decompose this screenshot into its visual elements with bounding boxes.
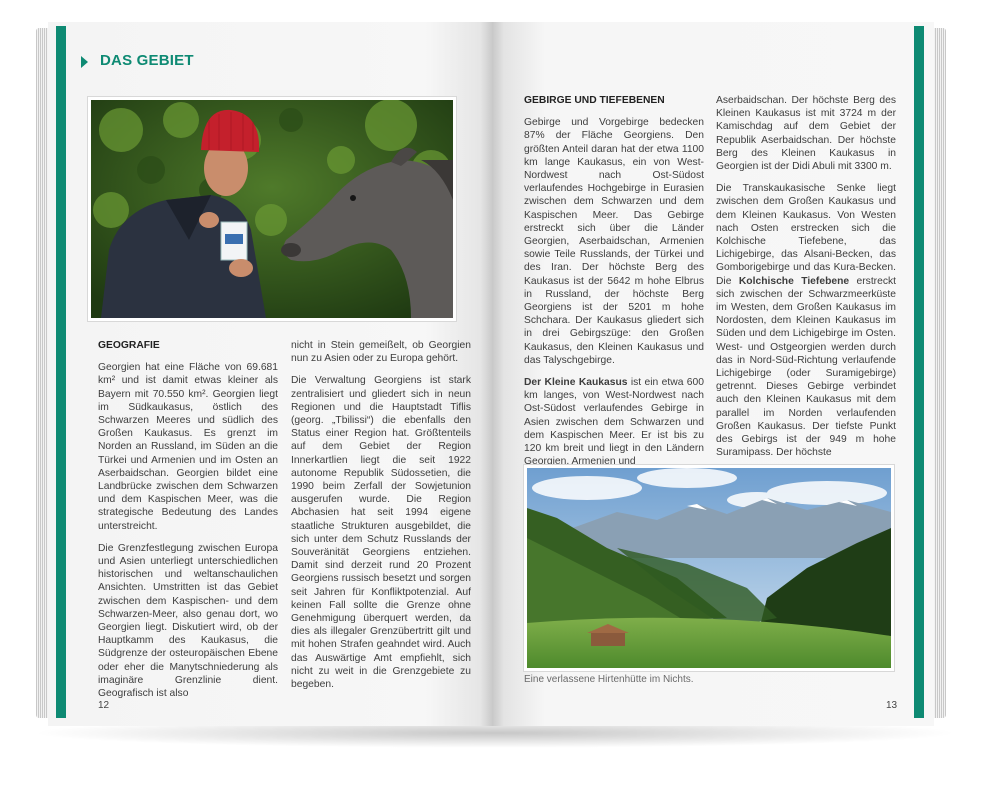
right-page [492, 22, 934, 726]
book-spine [480, 22, 504, 726]
paragraph: Aserbaidschan. Der höchste Berg des Kleinen Kaukasus ist mit 3724 m der Kamischdag auf dem Gebiet der Republik Aserbaidschan. Der höchste Berg des Kleinen Kaukasus in Georgien ist der Didi Abuli mit 3300 m. [716, 95, 896, 173]
left-page-column-1 [98, 339, 278, 709]
accent-bar-right [914, 26, 924, 718]
paragraph: Der Kleine Kaukasus ist ein etwa 600 km langes, von West-Nordwest nach Ost-Südost verlaufendes Gebirge in Asien zwischen dem Schwarzen und dem Kaspischen Meer. Er ist bis zu 120 km breit und liegt in den Ländern Georgien, Armenien und [524, 377, 704, 468]
photo-mountain-landscape [524, 465, 894, 671]
right-page-column-2 [716, 94, 896, 468]
left-page [48, 22, 492, 726]
accent-bar-left [56, 26, 66, 718]
page-edges-right [932, 28, 946, 718]
section-heading-geografie: GEOGRAFIE [98, 340, 160, 351]
open-book [36, 22, 946, 727]
page-number-right: 13 [886, 700, 898, 711]
section-heading-gebirge: GEBIRGE UND TIEFEBENEN [524, 95, 665, 106]
chapter-marker-icon [81, 56, 88, 68]
paragraph: nicht in Stein gemeißelt, ob Georgien nun zu Asien oder zu Europa gehört. [291, 340, 471, 365]
chapter-title: DAS GEBIET [100, 52, 194, 69]
paragraph: Die Grenzfestlegung zwischen Europa und Asien unterliegt unterschiedlichen historischen und weltanschaulichen Ansichten. Umstritten ist das Gebiet zwischen dem Kaspischen- und dem Schwarzen-Meer, also genau dort, wo Georgien liegt. Diskutiert wird, ob der Hauptkamm des Kaukasus, die Südgrenze der osteuropäischen Ebene oder eher die Manytschniederung als imaginäre Grenzlinie dient. Geografisch ist also [98, 542, 278, 700]
paragraph: Die Transkaukasische Senke liegt zwischen dem Großen Kaukasus und dem Kleinen Kaukasus. Von Westen nach Osten erstrecken sich die Kolchische Tiefebene, das Lichigebirge, das Alsani-Becken, das Gomborigebirge und das Kura-Becken. Die Kolchische Tiefebene erstreckt sich zwischen der Schwarzmeerküste im Westen, dem Großen Kaukasus im Nordosten, dem Kleinen Kaukasus im Süden und dem Lichigebirge im Osten. West- und Ostgeorgien werden durch das in Nord-Süd-Richtung verlaufende Lichigebirge (oder Suramigebirge) getrennt. Dieses Gebirge verbindet auch den Kleinen Kaukasus mit dem parallel im Norden verlaufenden Großen Kaukasus. Der tiefste Punkt des Gebirgs ist der 949 m hohe Suramipass. Der höchste [716, 183, 897, 459]
photo-man-and-horse [88, 97, 456, 321]
page-number-left: 12 [98, 700, 110, 711]
paragraph: Gebirge und Vorgebirge bedecken 87% der Fläche Georgiens. Den größten Anteil daran hat der etwa 1100 km lange Kaukasus, ein von West-Nordwest nach Ost-Südost verlaufendes Hochgebirge in Eurasien zwischen dem Schwarzen und dem Kaspischen Meer. Das Gebirge erstreckt sich über die Länder Georgien, Aserbaidschan, Armenien sowie Teile Russlands, der Türkei und des Iran. Der höchste Berg des Kaukasus ist der 5642 m hohe Elbrus in Russland, der höchste Berg Georgiens ist der 5201 m hohe Schchara. Der Kaukasus gliedert sich in drei Gebirgszüge: den Großen Kaukasus, den Kleinen Kaukasus und das Talyschgebirge. [524, 117, 704, 366]
right-page-column-1 [524, 94, 704, 477]
paragraph: Georgien hat eine Fläche von 69.681 km² und ist damit etwas kleiner als Bayern mit 70.550 km². Georgien liegt im Südkaukasus, östlich des Schwarzen Meeres und südlich des Großen Kaukasus. Es grenzt im Norden an Russland, im Süden an die Türkei und Armenien und im Osten an Aserbaidschan. Georgien bildet eine Landbrücke zwischen dem Schwarzen und dem Kaspischen Meer, was die strategische Bedeutung des Landes unterstreicht. [98, 362, 278, 532]
left-page-column-2 [291, 339, 471, 700]
bold-term: Kolchische Tiefebene [738, 275, 850, 287]
photo-caption: Eine verlassene Hirtenhütte im Nichts. [524, 674, 694, 685]
bold-term: Der Kleine Kaukasus [524, 377, 628, 389]
paragraph: Die Verwaltung Georgiens ist stark zentralisiert und gliedert sich in neun Regionen und die Hauptstadt Tiflis (georg. „Tbilissi“) die ebenfalls den Status einer Region hat. Größtenteils auf dem Gebiet der Region Innerkartlien liegt die seit 1922 autonome Republik Südossetien, die 1990 beim Zerfall der Sowjetunion ausgerufen wurde. Die Region Abchasien hat seit 1994 eigene staatliche Strukturen ausgebildet, die sich unter dem Schutz Russlands der Souveränität Georgiens entziehen. Damit sind derzeit rund 20 Prozent Georgiens russisch besetzt und sorgen seit Jahren für Konfliktpotenzial. Auf keinen Fall sollte die Grenze ohne Genehmigung überquert werden, da dies als illegaler Grenzübertritt gilt und mit hohen Strafen geahndet wird. Auch das Auswärtige Amt empfiehlt, sich nicht zu weit in die Grenzgebiete zu begeben. [291, 375, 471, 691]
